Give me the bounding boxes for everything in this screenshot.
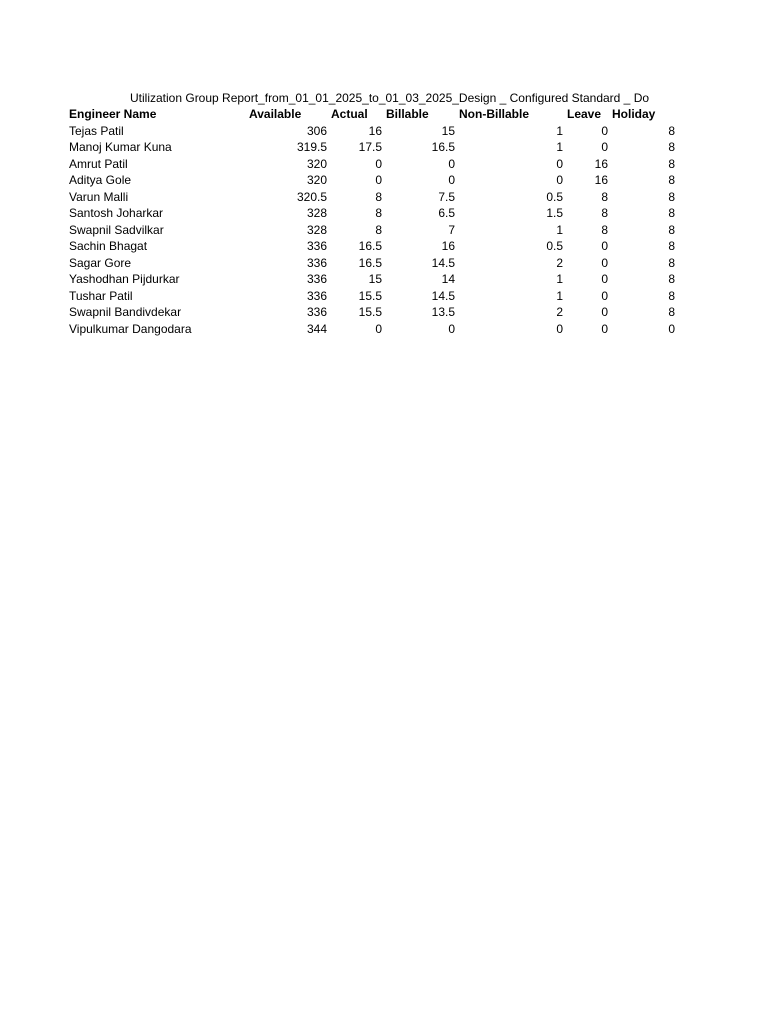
report-title: Utilization Group Report_from_01_01_2025_to_01_03_2025_Design _ Configured Standard _ Do <box>130 91 650 105</box>
header-available: Available <box>249 107 302 122</box>
cell-leave: 8 <box>601 206 608 221</box>
cell-non-billable: 1 <box>556 288 563 303</box>
cell-holiday: 8 <box>668 140 675 155</box>
table-row <box>67 172 677 189</box>
cell-billable: 14 <box>441 272 455 287</box>
cell-non-billable: 1 <box>556 140 563 155</box>
cell-engineer-name: Vipulkumar Dangodara <box>69 321 192 336</box>
header-engineer-name: Engineer Name <box>69 107 157 122</box>
cell-billable: 6.5 <box>438 206 455 221</box>
cell-billable: 7 <box>448 222 455 237</box>
cell-leave: 0 <box>601 255 608 270</box>
cell-non-billable: 2 <box>556 255 563 270</box>
cell-non-billable: 1 <box>556 222 563 237</box>
cell-actual: 16.5 <box>358 239 382 254</box>
cell-non-billable: 1 <box>556 123 563 138</box>
cell-actual: 0 <box>375 173 382 188</box>
table-row <box>67 321 677 338</box>
table-row <box>67 271 677 288</box>
cell-billable: 14.5 <box>431 288 455 303</box>
table-row <box>67 255 677 272</box>
cell-engineer-name: Tushar Patil <box>69 288 133 303</box>
cell-holiday: 8 <box>668 305 675 320</box>
cell-engineer-name: Varun Malli <box>69 189 129 204</box>
cell-actual: 16.5 <box>358 255 382 270</box>
cell-non-billable: 2 <box>556 305 563 320</box>
cell-leave: 0 <box>601 123 608 138</box>
table-row <box>67 288 677 305</box>
cell-billable: 16.5 <box>431 140 455 155</box>
cell-billable: 14.5 <box>431 255 455 270</box>
utilization-table <box>67 106 677 337</box>
cell-non-billable: 0 <box>556 321 563 336</box>
table-row <box>67 205 677 222</box>
cell-leave: 8 <box>601 222 608 237</box>
cell-holiday: 8 <box>668 123 675 138</box>
cell-leave: 0 <box>601 305 608 320</box>
cell-available: 344 <box>306 321 327 336</box>
cell-non-billable: 1.5 <box>546 206 563 221</box>
cell-holiday: 8 <box>668 239 675 254</box>
cell-actual: 15 <box>368 272 382 287</box>
cell-holiday: 8 <box>668 255 675 270</box>
cell-engineer-name: Sagar Gore <box>69 255 132 270</box>
cell-available: 328 <box>306 222 327 237</box>
cell-holiday: 8 <box>668 272 675 287</box>
cell-available: 319.5 <box>296 140 327 155</box>
cell-engineer-name: Yashodhan Pijdurkar <box>69 272 180 287</box>
cell-engineer-name: Manoj Kumar Kuna <box>69 140 172 155</box>
cell-available: 336 <box>306 288 327 303</box>
cell-billable: 7.5 <box>438 189 455 204</box>
cell-leave: 0 <box>601 140 608 155</box>
cell-engineer-name: Tejas Patil <box>69 123 124 138</box>
table-row <box>67 139 677 156</box>
cell-actual: 8 <box>375 222 382 237</box>
header-holiday: Holiday <box>612 107 656 122</box>
cell-billable: 16 <box>441 239 455 254</box>
cell-available: 328 <box>306 206 327 221</box>
cell-engineer-name: Swapnil Bandivdekar <box>69 305 182 320</box>
cell-leave: 0 <box>601 272 608 287</box>
cell-actual: 16 <box>368 123 382 138</box>
cell-holiday: 8 <box>668 222 675 237</box>
cell-billable: 0 <box>448 321 455 336</box>
cell-holiday: 0 <box>668 321 675 336</box>
cell-available: 336 <box>306 239 327 254</box>
cell-holiday: 8 <box>668 206 675 221</box>
cell-holiday: 8 <box>668 288 675 303</box>
header-leave: Leave <box>567 107 602 122</box>
cell-non-billable: 0.5 <box>546 189 563 204</box>
table-row <box>67 238 677 255</box>
cell-actual: 15.5 <box>358 305 382 320</box>
cell-actual: 0 <box>375 156 382 171</box>
cell-actual: 8 <box>375 206 382 221</box>
cell-non-billable: 0 <box>556 156 563 171</box>
header-billable: Billable <box>386 107 429 122</box>
cell-billable: 0 <box>448 156 455 171</box>
cell-available: 320 <box>306 173 327 188</box>
table-row <box>67 304 677 321</box>
cell-non-billable: 0 <box>556 173 563 188</box>
cell-leave: 16 <box>594 173 608 188</box>
table-row <box>67 123 677 140</box>
cell-non-billable: 1 <box>556 272 563 287</box>
cell-leave: 0 <box>601 239 608 254</box>
cell-engineer-name: Sachin Bhagat <box>69 239 148 254</box>
cell-leave: 0 <box>601 288 608 303</box>
cell-engineer-name: Aditya Gole <box>69 173 132 188</box>
header-row <box>67 106 677 123</box>
cell-leave: 8 <box>601 189 608 204</box>
table-row <box>67 189 677 206</box>
cell-leave: 16 <box>594 156 608 171</box>
cell-available: 320 <box>306 156 327 171</box>
header-non-billable: Non-Billable <box>459 107 530 122</box>
table-row <box>67 156 677 173</box>
cell-available: 336 <box>306 272 327 287</box>
cell-actual: 17.5 <box>358 140 382 155</box>
cell-available: 320.5 <box>296 189 327 204</box>
cell-holiday: 8 <box>668 156 675 171</box>
cell-actual: 8 <box>375 189 382 204</box>
cell-engineer-name: Amrut Patil <box>69 156 128 171</box>
cell-available: 306 <box>306 123 327 138</box>
cell-non-billable: 0.5 <box>546 239 563 254</box>
cell-holiday: 8 <box>668 173 675 188</box>
header-actual: Actual <box>331 107 368 122</box>
cell-holiday: 8 <box>668 189 675 204</box>
cell-leave: 0 <box>601 321 608 336</box>
cell-available: 336 <box>306 305 327 320</box>
cell-engineer-name: Santosh Joharkar <box>69 206 164 221</box>
cell-actual: 15.5 <box>358 288 382 303</box>
cell-billable: 0 <box>448 173 455 188</box>
cell-available: 336 <box>306 255 327 270</box>
table-row <box>67 222 677 239</box>
cell-billable: 15 <box>441 123 455 138</box>
cell-actual: 0 <box>375 321 382 336</box>
cell-billable: 13.5 <box>431 305 455 320</box>
cell-engineer-name: Swapnil Sadvilkar <box>69 222 164 237</box>
